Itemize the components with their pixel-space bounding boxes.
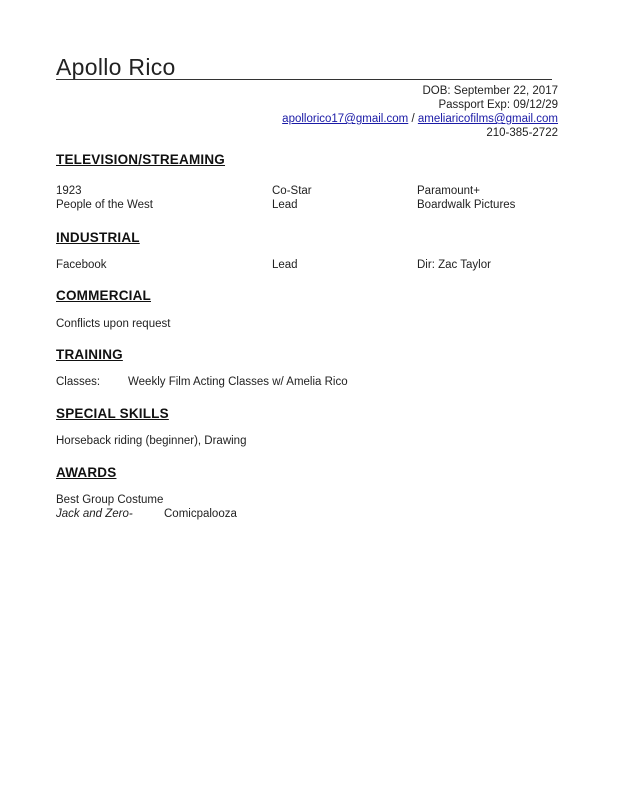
award-event: Comicpalooza [164,508,237,520]
passport-text: Passport Exp: 09/12/29 [438,99,558,111]
actor-name: Apollo Rico [56,54,176,80]
credit-company: Boardwalk Pictures [417,199,516,211]
credit-role: Lead [272,199,298,211]
skills-text: Horseback riding (beginner), Drawing [56,435,247,447]
credit-role: Co-Star [272,185,312,197]
training-row [56,375,566,389]
credit-project: People of the West [56,199,153,211]
email-separator: / [411,113,415,125]
section-title-commercial: COMMERCIAL [56,288,151,303]
section-television [56,152,566,212]
section-commercial [56,288,566,331]
email-link-apollo[interactable]: apollorico17@gmail.com [282,113,409,125]
award-title: Best Group Costume [56,494,164,506]
credit-company: Paramount+ [417,185,480,197]
credit-role: Lead [272,259,298,271]
credit-row [56,198,566,212]
section-title-special-skills: SPECIAL SKILLS [56,406,169,421]
commercial-text: Conflicts upon request [56,318,171,330]
training-label: Classes: [56,376,101,388]
name-underline [56,79,552,80]
section-title-awards: AWARDS [56,465,117,480]
section-industrial [56,230,566,272]
email-link-amelia[interactable]: ameliaricofilms@gmail.com [417,113,558,125]
training-value: Weekly Film Acting Classes w/ Amelia Rico [128,376,348,388]
section-training [56,347,566,389]
credit-row [56,184,566,198]
section-title-industrial: INDUSTRIAL [56,230,140,245]
award-row [56,493,566,507]
credit-project: Facebook [56,259,107,271]
award-detail-row [56,507,566,521]
credit-row [56,258,566,272]
commercial-row [56,317,566,331]
section-awards [56,465,566,521]
section-title-television: TELEVISION/STREAMING [56,152,226,167]
credit-project: 1923 [56,185,82,197]
contact-block [282,84,558,140]
phone-text: 210-385-2722 [486,127,558,139]
skills-row [56,434,566,448]
dob-text: DOB: September 22, 2017 [422,85,558,97]
section-special-skills [56,406,566,448]
section-title-training: TRAINING [56,347,123,362]
email-line [282,112,558,126]
award-work: Jack and Zero- [56,508,133,520]
credit-company: Dir: Zac Taylor [417,259,491,271]
